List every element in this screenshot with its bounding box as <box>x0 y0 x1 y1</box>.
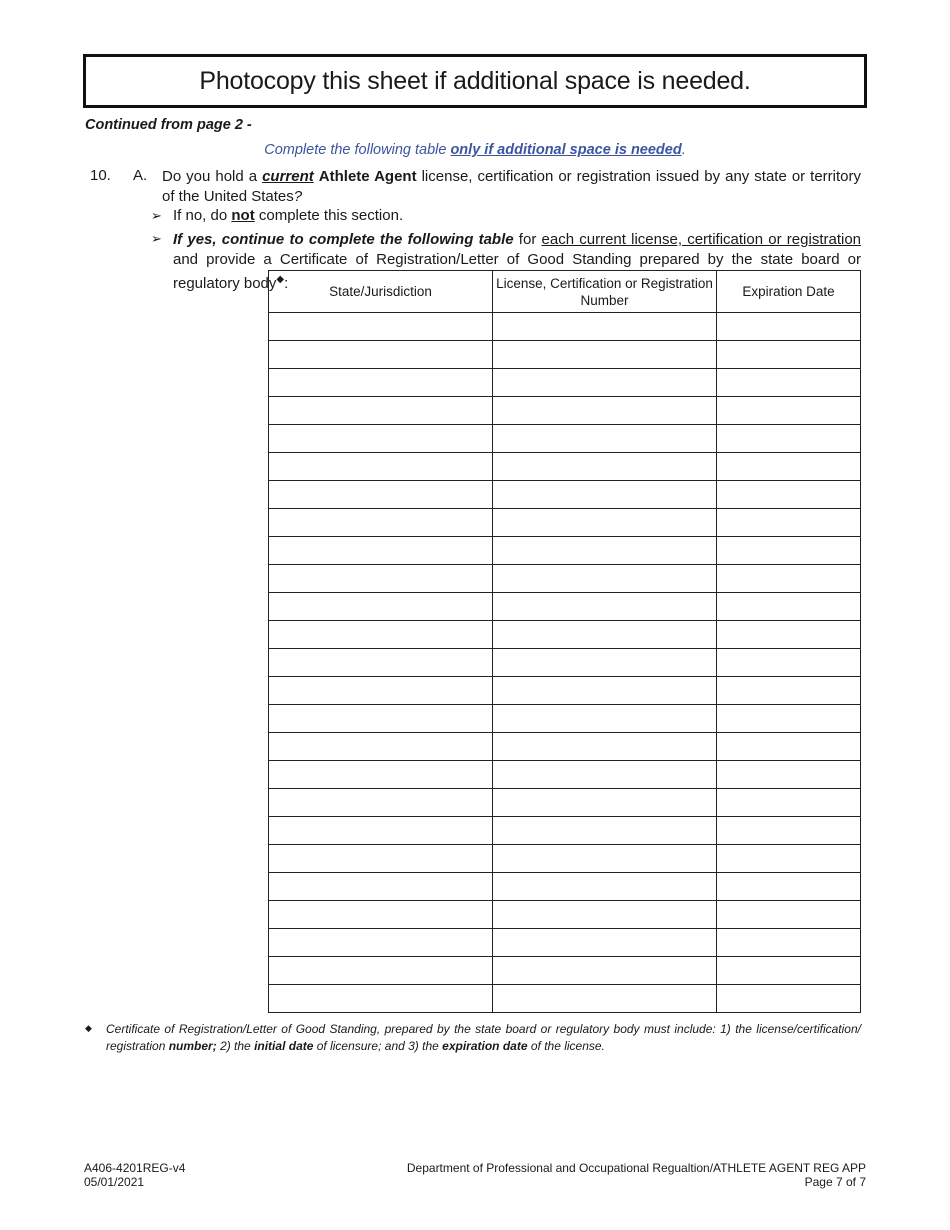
footnote: Certificate of Registration/Letter of Good Standing, prepared by the state board or regulatory body must include: 1) the license/certification/ registration number; 2) the initial date of licensure; and 3) the expiration date of the license. <box>106 1022 861 1053</box>
banner-text: Photocopy this sheet if additional space is needed. <box>199 66 751 95</box>
state-cell[interactable] <box>269 481 493 509</box>
expiration-date-cell[interactable] <box>717 397 861 425</box>
bullet-if-no: If no, do not complete this section. <box>173 207 404 224</box>
form-id: A406-4201REG-v4 <box>84 1161 186 1175</box>
table-row <box>269 985 861 1013</box>
page-banner <box>83 54 867 108</box>
license-number-cell[interactable] <box>493 313 717 341</box>
state-cell[interactable] <box>269 677 493 705</box>
state-cell[interactable] <box>269 369 493 397</box>
table-row <box>269 761 861 789</box>
state-cell[interactable] <box>269 789 493 817</box>
license-number-cell[interactable] <box>493 509 717 537</box>
table-header-row <box>269 271 861 313</box>
diamond-icon: ◆ <box>85 1023 92 1033</box>
table-row <box>269 509 861 537</box>
expiration-date-cell[interactable] <box>717 901 861 929</box>
instruction-text: Complete the following table only if additional space is needed. <box>264 142 686 158</box>
license-number-cell[interactable] <box>493 733 717 761</box>
table-row <box>269 369 861 397</box>
table-row <box>269 397 861 425</box>
table-body <box>269 313 861 1013</box>
table-row <box>269 845 861 873</box>
expiration-date-cell[interactable] <box>717 453 861 481</box>
state-cell[interactable] <box>269 817 493 845</box>
expiration-date-cell[interactable] <box>717 565 861 593</box>
instruction-emphasis: only if additional space is needed <box>450 142 682 158</box>
expiration-date-cell[interactable] <box>717 957 861 985</box>
state-cell[interactable] <box>269 901 493 929</box>
diamond-icon: ◆ <box>276 274 285 285</box>
expiration-date-cell[interactable] <box>717 761 861 789</box>
license-number-cell[interactable] <box>493 537 717 565</box>
table-row <box>269 901 861 929</box>
expiration-date-cell[interactable] <box>717 789 861 817</box>
page-number: Page 7 of 7 <box>804 1175 866 1189</box>
footer-right <box>407 1161 866 1189</box>
question-text: Do you hold a current Athlete Agent license, certification or registration issued by any state or territory of the United States? <box>162 168 862 205</box>
continued-note: Continued from page 2 - <box>85 117 252 133</box>
license-number-cell[interactable] <box>493 901 717 929</box>
state-cell[interactable] <box>269 733 493 761</box>
department-name: Department of Professional and Occupational Regualtion/ATHLETE AGENT REG APP <box>406 1161 866 1175</box>
state-cell[interactable] <box>269 873 493 901</box>
state-cell[interactable] <box>269 593 493 621</box>
state-cell[interactable] <box>269 957 493 985</box>
table-row <box>269 341 861 369</box>
expiration-date-cell[interactable] <box>717 481 861 509</box>
question-letter: A. <box>133 167 148 184</box>
table-row <box>269 425 861 453</box>
table-row <box>269 705 861 733</box>
license-table <box>268 270 861 1013</box>
table-row <box>269 453 861 481</box>
license-number-cell[interactable] <box>493 985 717 1013</box>
license-number-cell[interactable] <box>493 789 717 817</box>
table-row <box>269 621 861 649</box>
state-cell[interactable] <box>269 397 493 425</box>
table-row <box>269 957 861 985</box>
license-number-cell[interactable] <box>493 817 717 845</box>
license-number-cell[interactable] <box>493 957 717 985</box>
state-cell[interactable] <box>269 425 493 453</box>
expiration-date-cell[interactable] <box>717 537 861 565</box>
arrow-bullet-icon: ➢ <box>151 208 162 223</box>
state-cell[interactable] <box>269 649 493 677</box>
license-number-cell[interactable] <box>493 677 717 705</box>
expiration-date-cell[interactable] <box>717 509 861 537</box>
expiration-date-cell[interactable] <box>717 593 861 621</box>
table-row <box>269 565 861 593</box>
expiration-date-cell[interactable] <box>717 677 861 705</box>
table-row <box>269 789 861 817</box>
license-number-cell[interactable] <box>493 873 717 901</box>
footer-left <box>84 1161 185 1189</box>
expiration-date-cell[interactable] <box>717 817 861 845</box>
table-row <box>269 873 861 901</box>
expiration-date-cell[interactable] <box>717 621 861 649</box>
form-date: 05/01/2021 <box>84 1175 145 1189</box>
expiration-date-cell[interactable] <box>717 929 861 957</box>
state-cell[interactable] <box>269 565 493 593</box>
expiration-date-cell[interactable] <box>717 873 861 901</box>
state-cell[interactable] <box>269 313 493 341</box>
table-row <box>269 313 861 341</box>
license-number-cell[interactable] <box>493 761 717 789</box>
state-cell[interactable] <box>269 341 493 369</box>
license-number-cell[interactable] <box>493 845 717 873</box>
license-number-cell[interactable] <box>493 593 717 621</box>
state-cell[interactable] <box>269 705 493 733</box>
license-number-cell[interactable] <box>493 397 717 425</box>
table-row <box>269 481 861 509</box>
license-number-cell[interactable] <box>493 425 717 453</box>
license-number-cell[interactable] <box>493 929 717 957</box>
state-cell[interactable] <box>269 509 493 537</box>
question-number: 10. <box>90 167 111 184</box>
license-number-cell[interactable] <box>493 649 717 677</box>
expiration-date-cell[interactable] <box>717 313 861 341</box>
bullet-if-yes: If yes, continue to complete the following table for each current license, certification or registration and provide a Certificate of Registration/Letter of Good Standing prepared by the state board or regulatory body◆: <box>173 231 862 292</box>
expiration-date-cell[interactable] <box>717 705 861 733</box>
license-number-cell[interactable] <box>493 621 717 649</box>
state-cell[interactable] <box>269 985 493 1013</box>
header-expiration-date: Expiration Date <box>717 271 861 313</box>
license-number-cell[interactable] <box>493 481 717 509</box>
state-cell[interactable] <box>269 929 493 957</box>
expiration-date-cell[interactable] <box>717 985 861 1013</box>
expiration-date-cell[interactable] <box>717 649 861 677</box>
license-number-cell[interactable] <box>493 369 717 397</box>
table-row <box>269 537 861 565</box>
expiration-date-cell[interactable] <box>717 733 861 761</box>
state-cell[interactable] <box>269 537 493 565</box>
state-cell[interactable] <box>269 845 493 873</box>
table-row <box>269 677 861 705</box>
expiration-date-cell[interactable] <box>717 369 861 397</box>
state-cell[interactable] <box>269 761 493 789</box>
license-number-cell[interactable] <box>493 453 717 481</box>
expiration-date-cell[interactable] <box>717 425 861 453</box>
header-license-number: License, Certification or Registration Number <box>493 271 717 313</box>
table-row <box>269 649 861 677</box>
license-number-cell[interactable] <box>493 341 717 369</box>
table-row <box>269 733 861 761</box>
state-cell[interactable] <box>269 621 493 649</box>
expiration-date-cell[interactable] <box>717 845 861 873</box>
table-row <box>269 817 861 845</box>
table-row <box>269 929 861 957</box>
arrow-bullet-icon: ➢ <box>151 231 162 246</box>
license-number-cell[interactable] <box>493 565 717 593</box>
header-state: State/Jurisdiction <box>269 271 493 313</box>
state-cell[interactable] <box>269 453 493 481</box>
table-row <box>269 593 861 621</box>
license-number-cell[interactable] <box>493 705 717 733</box>
expiration-date-cell[interactable] <box>717 341 861 369</box>
